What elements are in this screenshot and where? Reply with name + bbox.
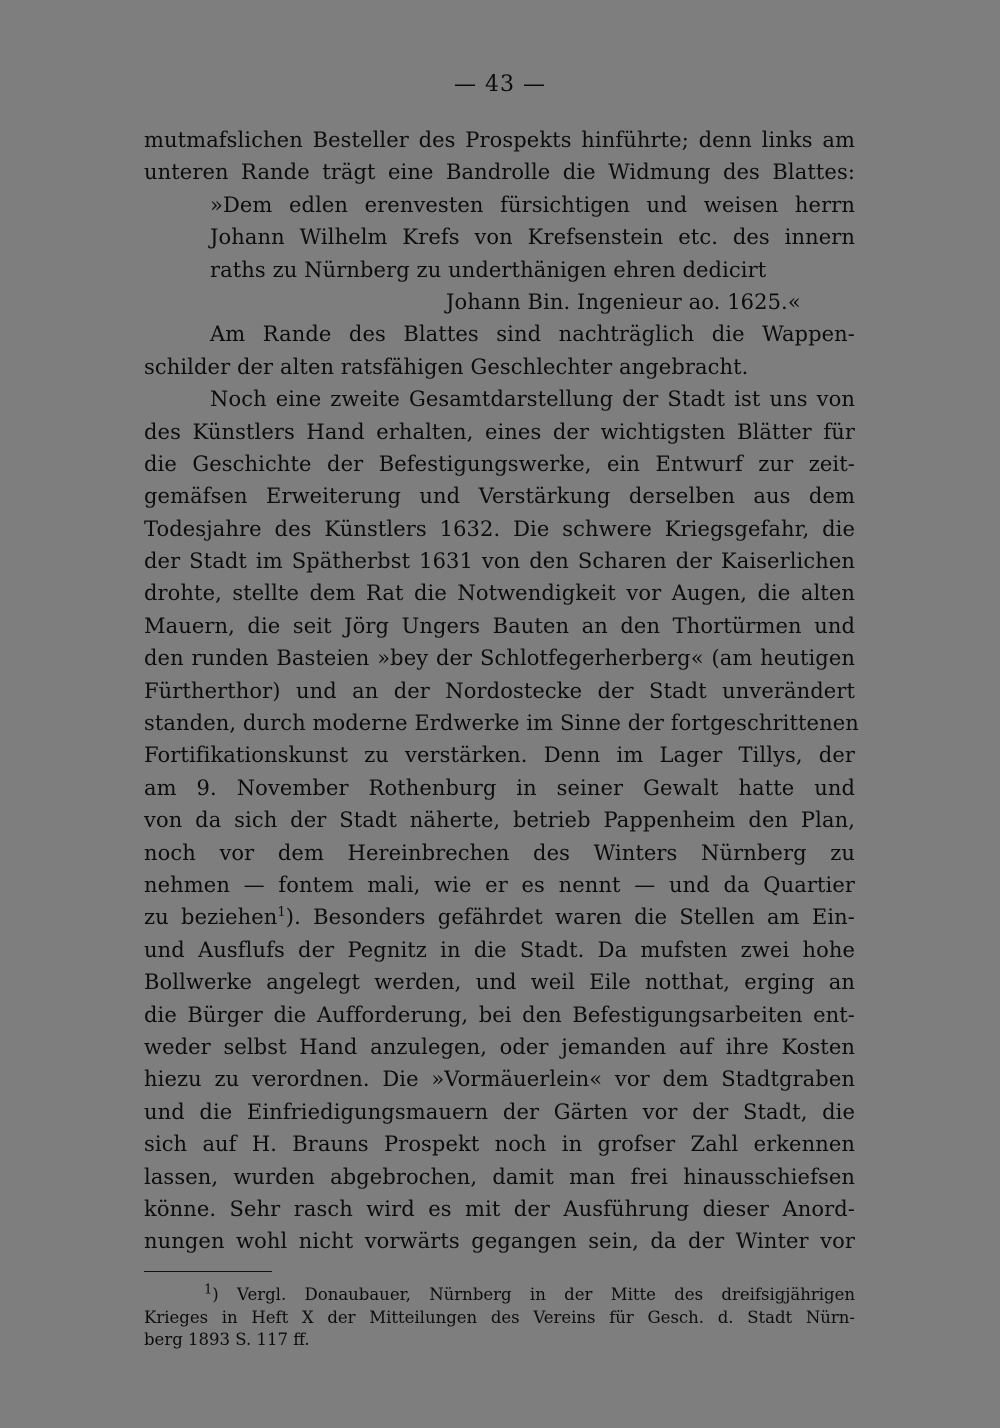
text-line: die Geschichte der Befestigungswerke, ein Entwurf zur zeit- — [144, 451, 855, 476]
footnote-line: berg 1893 S. 117 ff. — [144, 1330, 310, 1349]
text-line: am 9. November Rothenburg in seiner Gewalt hatte und — [144, 775, 855, 800]
text-line: die Bürger die Aufforderung, bei den Befestigungsarbeiten ent- — [144, 1002, 855, 1027]
text-line: nehmen — fontem mali, wie er es nennt — und da Quartier — [144, 872, 855, 897]
text-line: drohte, stellte dem Rat die Notwendigkeit vor Augen, die alten — [144, 581, 855, 606]
dedication-signature: Johann Bin. Ingenieur ao. 1625.« — [446, 289, 801, 314]
text-line: Fortifikationskunst zu verstärken. Denn im Lager Tillys, der — [144, 743, 855, 768]
page-number: — 43 — — [454, 72, 546, 97]
footnote-text: ) Vergl. Donaubauer, Nürnberg in der Mitte des dreifsigjährigen — [212, 1285, 855, 1304]
dedication-line: »Dem edlen erenvesten fürsichtigen und weisen herrn — [210, 192, 855, 217]
dedication-line: Johann Wilhelm Krefs von Krefsenstein etc. des innern — [210, 225, 855, 250]
dedication-line: raths zu Nürnberg zu underthänigen ehren dedicirt — [210, 257, 767, 282]
text-line: hiezu zu verordnen. Die »Vormäuerlein« vor dem Stadtgraben — [144, 1067, 855, 1092]
text-line: mutmafslichen Besteller des Prospekts hinführte; denn links am — [144, 128, 855, 152]
text-line: nungen wohl nicht vorwärts gegangen sein, da der Winter vor — [144, 1229, 855, 1254]
footnote — [144, 1284, 855, 1352]
text-line: noch vor dem Hereinbrechen des Winters Nürnberg zu — [144, 840, 855, 865]
text-line: Am Rande des Blattes sind nachträglich die Wappen- — [210, 322, 855, 347]
footnote-line: Krieges in Heft X der Mitteilungen des Vereins für Gesch. d. Stadt Nürn- — [144, 1307, 855, 1327]
text-line: gemäfsen Erweiterung und Verstärkung derselben aus dem — [144, 484, 855, 509]
footnote-marker: 1 — [204, 1282, 213, 1298]
text-line: Fürtherthor) und an der Nordostecke der Stadt unverändert — [144, 678, 855, 703]
text-line: von da sich der Stadt näherte, betrieb Pappenheim den Plan, — [144, 808, 855, 833]
text-line: und die Einfriedigungsmauern der Gärten vor der Stadt, die — [144, 1099, 855, 1124]
footnote-separator — [144, 1271, 272, 1272]
body-text — [144, 124, 859, 1258]
text-line: unteren Rande trägt eine Bandrolle die Widmung des Blattes: — [144, 160, 855, 185]
text-line: schilder der alten ratsfähigen Geschlechter angebracht. — [144, 354, 749, 379]
text-line: Bollwerke angelegt werden, und weil Eile notthat, erging an — [144, 970, 855, 995]
text-line: und Ausflufs der Pegnitz in die Stadt. Da mufsten zwei hohe — [144, 937, 855, 962]
text-line: standen, durch moderne Erdwerke im Sinne der fortgeschrittenen — [144, 711, 859, 736]
text-line: den runden Basteien »bey der Schlotfegerherberg« (am heutigen — [144, 646, 855, 671]
text-line: Mauern, die seit Jörg Ungers Bauten an den Thortürmen und — [144, 613, 855, 638]
text-fragment: ). Besonders gefährdet waren die Stellen am Ein- — [285, 905, 856, 930]
text-line: könne. Sehr rasch wird es mit der Ausführung dieser Anord- — [144, 1196, 855, 1221]
text-line-with-footnote-ref — [144, 901, 855, 933]
text-line: lassen, wurden abgebrochen, damit man frei hinausschiefsen — [144, 1164, 855, 1189]
text-line: weder selbst Hand anzulegen, oder jemanden auf ihre Kosten — [144, 1034, 855, 1059]
text-line: der Stadt im Spätherbst 1631 von den Scharen der Kaiserlichen — [144, 549, 855, 574]
footnote-line — [144, 1284, 855, 1307]
text-fragment: zu beziehen — [144, 905, 278, 930]
footnote-reference: 1 — [277, 905, 286, 921]
paragraph-start-line: Noch eine zweite Gesamtdarstellung der Stadt ist uns von — [210, 387, 855, 412]
text-line: Todesjahre des Künstlers 1632. Die schwere Kriegsgefahr, die — [144, 516, 855, 541]
text-line: sich auf H. Brauns Prospekt noch in grofser Zahl erkennen — [144, 1132, 855, 1157]
text-line: des Künstlers Hand erhalten, eines der wichtigsten Blätter für — [144, 419, 855, 444]
